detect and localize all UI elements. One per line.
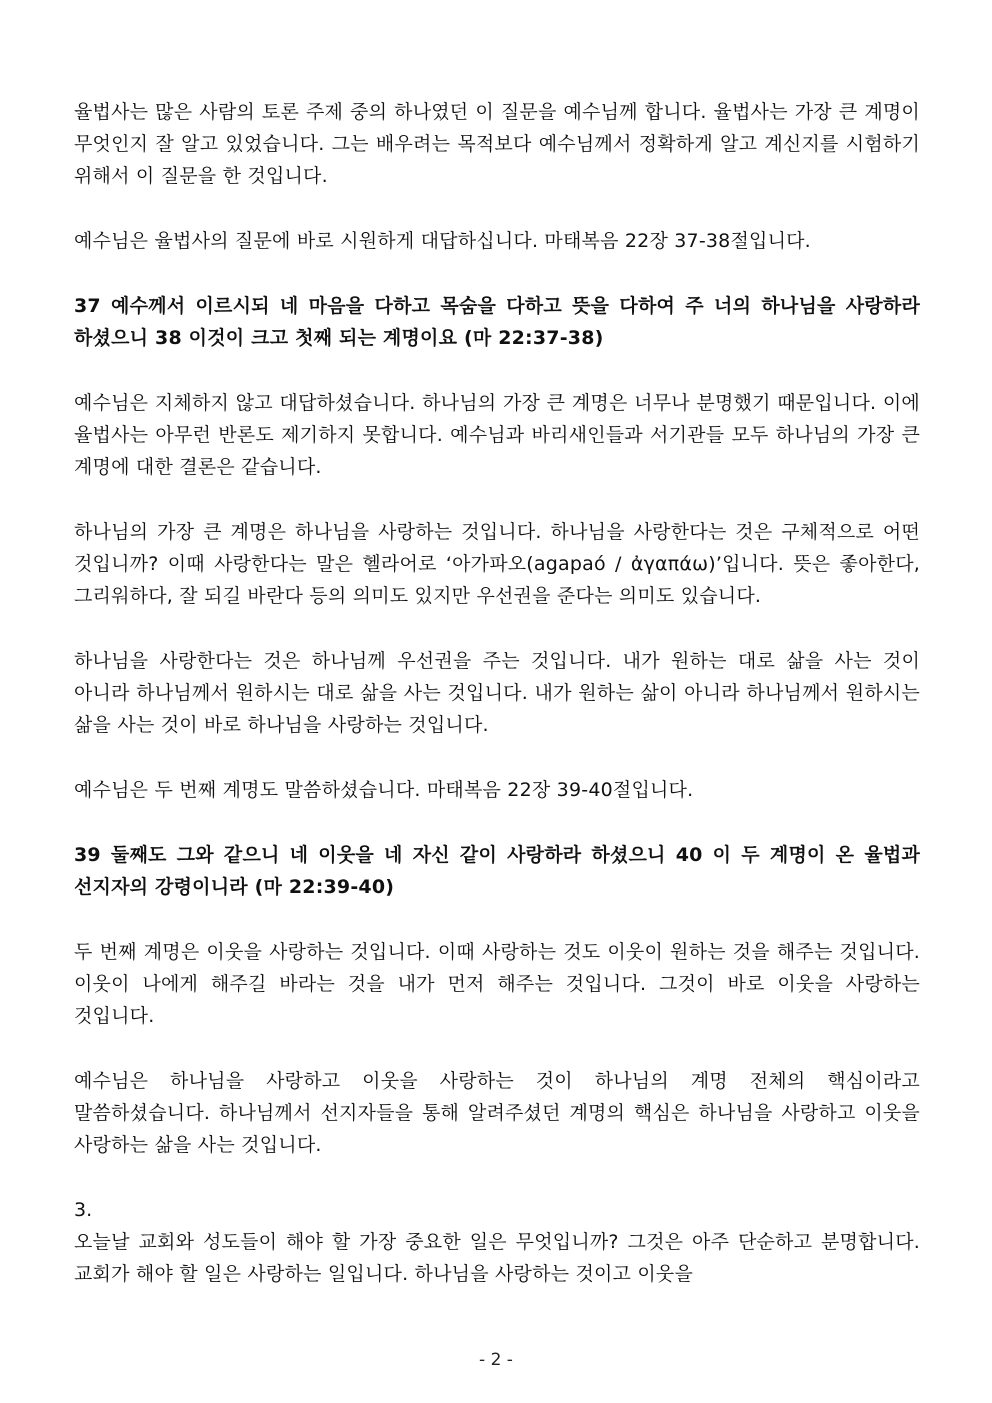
paragraph-no-hesitation: 예수님은 지체하지 않고 대답하셨습니다. 하나님의 가장 큰 계명은 너무나 분명했기 때문입니다. 이에 율법사는 아무런 반론도 제기하지 못합니다. 예수님과 바리새인들과 서기관들 모두 하나님의 가장 큰 계명에 대한 결론은 같습니다. [74,392,920,478]
section-number: 3. [74,1199,93,1221]
scripture-quote-matthew-22-37-38: 37 예수께서 이르시되 네 마음을 다하고 목숨을 다하고 뜻을 다하여 주 너의 하나님을 사랑하라 하셨으니 38 이것이 크고 첫째 되는 계명이요 (마 22:37-38) [74,295,920,349]
page-number: - 2 - [479,1350,513,1370]
paragraph-core-of-commandments: 예수님은 하나님을 사랑하고 이웃을 사랑하는 것이 하나님의 계명 전체의 핵심이라고 말씀하셨습니다. 하나님께서 선지자들을 통해 알려주셨던 계명의 핵심은 하나님을 사랑하고 이웃을 사랑하는 삶을 사는 것입니다. [74,1070,920,1156]
paragraph-lawyer-question: 율법사는 많은 사람의 토론 주제 중의 하나였던 이 질문을 예수님께 합니다. 율법사는 가장 큰 계명이 무엇인지 잘 알고 있었습니다. 그는 배우려는 목적보다 예수님께서 정확하게 알고 계신지를 시험하기 위해서 이 질문을 한 것입니다. [74,101,920,187]
paragraph-second-commandment-intro: 예수님은 두 번째 계명도 말씀하셨습니다. 마태복음 22장 39-40절입니다. [74,779,694,801]
paragraph-agapao-meaning: 하나님의 가장 큰 계명은 하나님을 사랑하는 것입니다. 하나님을 사랑한다는 것은 구체적으로 어떤 것입니까? 이때 사랑한다는 말은 헬라어로 ‘아가파오(agapaó / ἀγαπάω)’입니다. 뜻은 좋아한다, 그리워하다, 잘 되길 바란다 등의 의미도 있지만 우선권을 준다는 의미도 있습니다. [74,521,920,607]
paragraph-jesus-answer-intro: 예수님은 율법사의 질문에 바로 시원하게 대답하십니다. 마태복음 22장 37-38절입니다. [74,230,811,252]
paragraph-love-neighbor: 두 번째 계명은 이웃을 사랑하는 것입니다. 이때 사랑하는 것도 이웃이 원하는 것을 해주는 것입니다. 이웃이 나에게 해주길 바라는 것을 내가 먼저 해주는 것입니다. 그것이 바로 이웃을 사랑하는 것입니다. [74,941,920,1027]
document-body [74,96,920,1290]
scripture-quote-matthew-22-39-40: 39 둘째도 그와 같으니 네 이웃을 네 자신 같이 사랑하라 하셨으니 40 이 두 계명이 온 율법과 선지자의 강령이니라 (마 22:39-40) [74,844,920,898]
paragraph-priority-to-god: 하나님을 사랑한다는 것은 하나님께 우선권을 주는 것입니다. 내가 원하는 대로 삶을 사는 것이 아니라 하나님께서 원하시는 대로 삶을 사는 것입니다. 내가 원하는 삶이 아니라 하나님께서 원하시는 삶을 사는 것이 바로 하나님을 사랑하는 것입니다. [74,650,920,736]
paragraph-section-3: 오늘날 교회와 성도들이 해야 할 가장 중요한 일은 무엇입니까? 그것은 아주 단순하고 분명합니다. 교회가 해야 할 일은 사랑하는 일입니다. 하나님을 사랑하는 것이고 이웃을 [74,1231,920,1285]
